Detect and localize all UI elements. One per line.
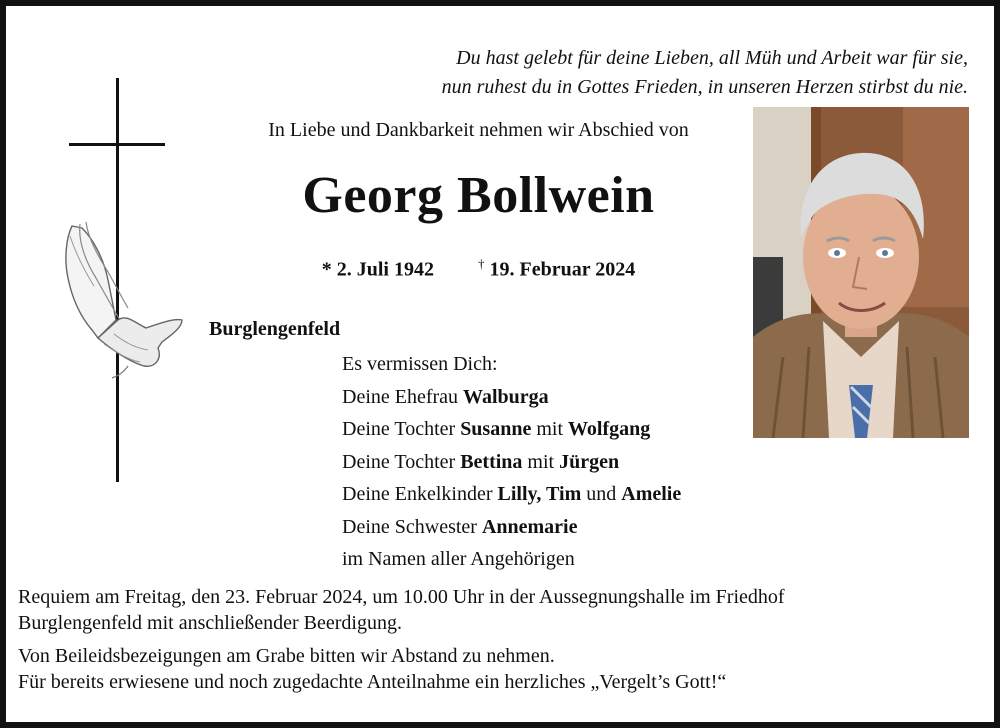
mourners-heading: Es vermissen Dich: [342, 353, 498, 375]
mourners-closing: im Namen aller Angehörigen [342, 548, 575, 570]
poem [308, 44, 968, 102]
life-dates [196, 256, 761, 282]
died-date: 19. Februar 2024 [489, 258, 636, 281]
place: Burglengenfeld [209, 318, 341, 340]
mourner-line: Deine Schwester Annemarie [342, 515, 578, 538]
deceased-name: Georg Bollwein [302, 167, 655, 224]
mourners-list [342, 348, 681, 576]
requiem-info: Requiem am Freitag, den 23. Februar 2024, um 10.00 Uhr in der Aussegnungshalle im Friedhof Burglengenfeld mit anschließender Beerdigung. [18, 586, 785, 634]
farewell-intro: In Liebe und Dankbarkeit nehmen wir Abschied von [268, 119, 689, 141]
poem-line-2: nun ruhest du in Gottes Frieden, in unseren Herzen stirbst du nie. [441, 76, 968, 98]
born-symbol: * [321, 258, 332, 281]
died-symbol: † [478, 256, 485, 271]
condolence-notice: Von Beileidsbezeigungen am Grabe bitten wir Abstand zu nehmen. Für bereits erwiesene und noch zugedachte Anteilnahme ein herzliches „Vergelt’s Gott!“ [18, 645, 727, 693]
mourner-line: Deine Tochter Bettina mit Jürgen [342, 450, 620, 473]
mourner-line: Deine Ehefrau Walburga [342, 385, 549, 408]
mourner-line: Deine Enkelkinder Lilly, Tim und Amelie [342, 483, 682, 505]
mourner-line: Deine Tochter Susanne mit Wolfgang [342, 418, 651, 440]
cross-bar [69, 143, 165, 146]
poem-line-1: Du hast gelebt für deine Lieben, all Müh und Arbeit war für sie, [456, 47, 968, 69]
service-info [18, 584, 968, 702]
portrait-photo [753, 107, 969, 438]
praying-hands-icon [58, 216, 186, 381]
born-date: 2. Juli 1942 [336, 258, 434, 281]
